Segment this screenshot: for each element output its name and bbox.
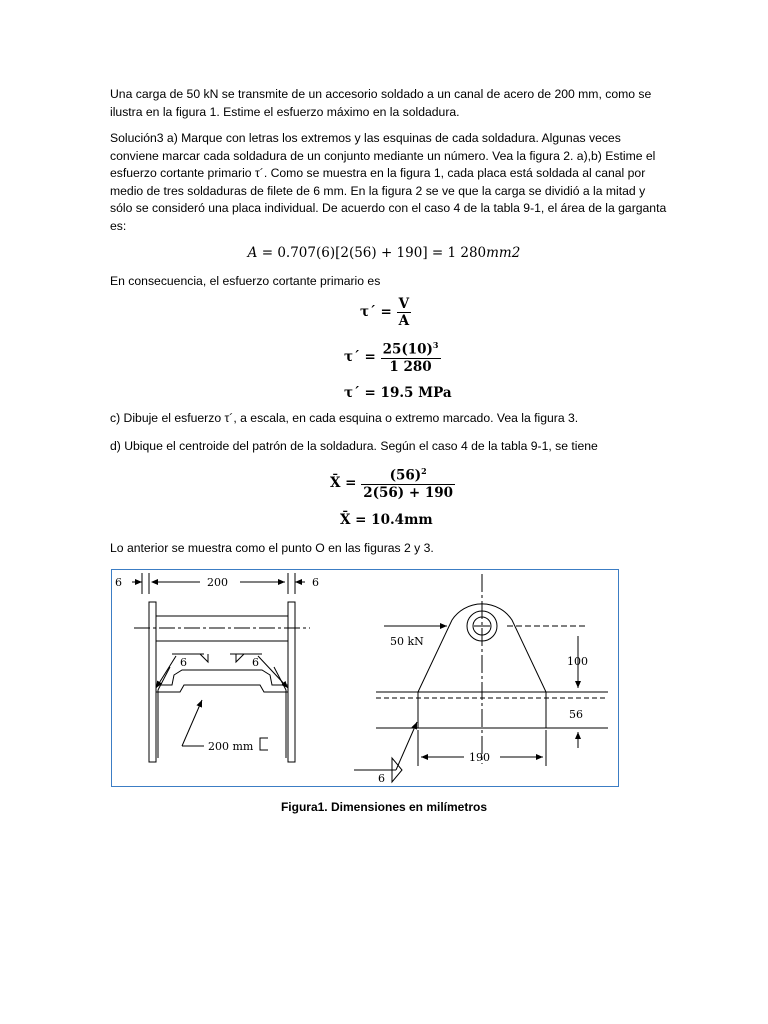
dim-height-label: 100 xyxy=(567,655,588,668)
dim-width-label: 200 xyxy=(207,576,228,589)
xbar-numerator: (56) xyxy=(389,467,422,484)
load-label: 50 kN xyxy=(390,635,424,648)
area-rhs: = 0.707(6)[2(56) + 190] = 1 280 xyxy=(257,245,487,261)
xbar-result: X̄ = 10.4mm xyxy=(340,512,433,528)
channel-label: 200 mm xyxy=(208,740,254,753)
xbar-exponent: 2 xyxy=(421,466,427,476)
xbar-equation: X̄ = $\frac{(56)^2}{2(56) + 190}$ xyxy=(330,466,454,501)
tau-symbol-2: τ´ xyxy=(344,348,360,365)
figure-caption: Figura1. Dimensiones en milímetros xyxy=(280,800,488,814)
weld-bottom-label: 6 xyxy=(378,772,385,785)
step-d-paragraph: d) Ubique el centroide del patrón de la soldadura. Según el caso 4 de la tabla 9-1, se tiene xyxy=(110,439,598,453)
step-c-paragraph: c) Dibuje el esfuerzo τ´, a escala, en cada esquina o extremo marcado. Vea la figura 3. xyxy=(110,411,579,425)
dim-channel-label: 56 xyxy=(569,708,583,721)
intro-paragraph: Una carga de 50 kN se transmite de un accesorio soldado a un canal de acero de 200 mm, como se ilustra en la figura 1. Estime el esfuerzo máximo en la soldadura. xyxy=(110,87,652,119)
tau-result: τ´ = 19.5 MPa xyxy=(344,385,452,401)
tau1-denominator: A xyxy=(398,313,410,329)
area-equation xyxy=(0,245,768,261)
tau2-exponent: 3 xyxy=(432,340,439,350)
tau1-numerator: V xyxy=(398,296,410,312)
dim-left-label: 6 xyxy=(115,576,122,589)
area-lhs: A xyxy=(247,245,258,261)
area-unit: mm2 xyxy=(486,245,521,261)
dim-length-label: 190 xyxy=(469,751,490,764)
tau-equation-1: τ´ = $\frac{V}{A}$ xyxy=(360,296,410,329)
tau2-denominator: 1 280 xyxy=(389,358,432,375)
tau2-numerator: 25(10) xyxy=(382,341,433,358)
figure-drawing xyxy=(112,570,618,786)
dim-right-label: 6 xyxy=(312,576,319,589)
xbar-symbol: X̄ xyxy=(330,474,341,491)
tau-symbol: τ´ xyxy=(360,304,376,320)
weld-left-label: 6 xyxy=(180,656,187,669)
point-o-paragraph: Lo anterior se muestra como el punto O en las figuras 2 y 3. xyxy=(110,541,434,555)
figure-1 xyxy=(111,569,619,787)
xbar-denominator: 2(56) + 190 xyxy=(363,484,454,501)
tau-equation-2: τ´ = $\frac{25(10)^3}{1 280}$ xyxy=(344,340,439,375)
solution-paragraph: Solución3 a) Marque con letras los extremos y las esquinas de cada soldadura. Algunas veces conviene marcar cada soldadura de un conjunto mediante un número. Vea la figura 2. a),b) Estime el esfuerzo cortante primario τ´. Como se muestra en la figura 1, cada placa está soldada al canal por medio de tres soldaduras de filete de 6 mm. En la figura 2 se ve que la carga se dividió a la mitad y sólo se consideró una placa individual. De acuerdo con el caso 4 de la tabla 9-1, el área de la garganta es: xyxy=(110,131,667,233)
consequence-paragraph: En consecuencia, el esfuerzo cortante primario es xyxy=(110,274,381,288)
weld-right-label: 6 xyxy=(252,656,259,669)
